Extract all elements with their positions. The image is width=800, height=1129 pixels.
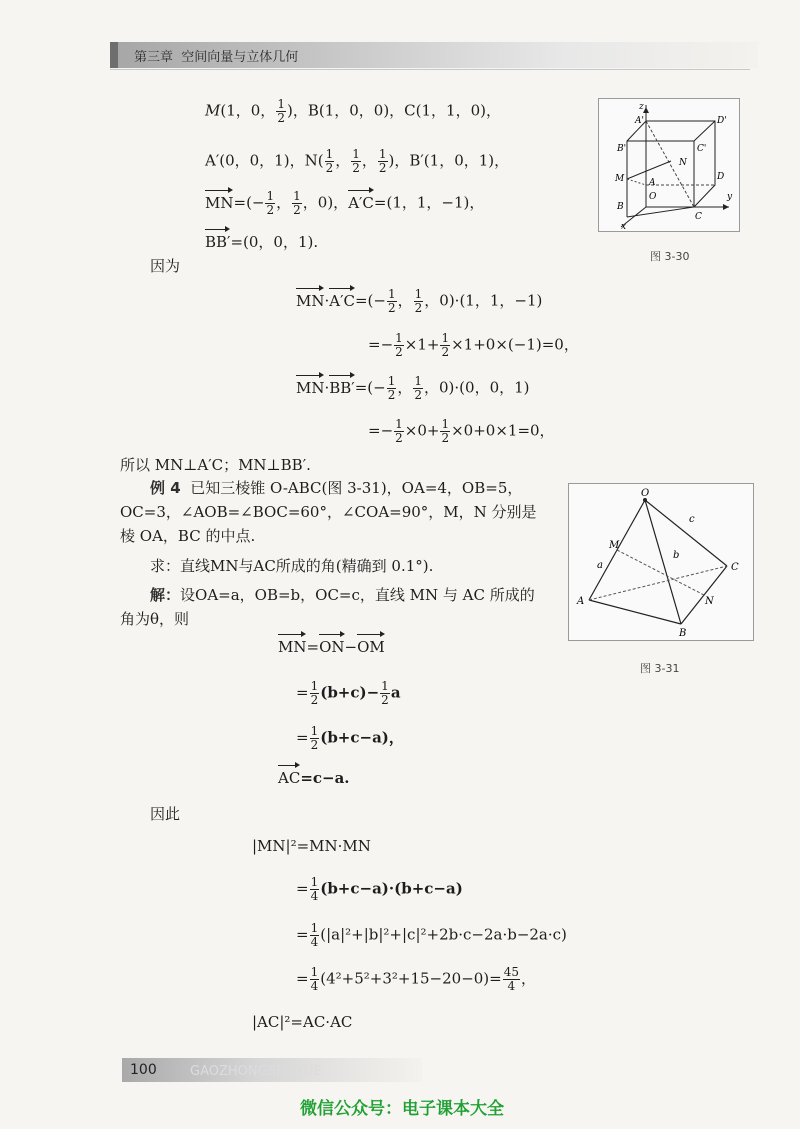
coord-line-1: M(1，0， $\frac{1}{2}$ )，B(1，0，0)，C(1，1，0)， xyxy=(205,97,501,125)
dot2-line2: =− $\frac{1}{2}$ ×0+ $\frac{1}{2}$ ×0+0×1=0， xyxy=(368,417,555,445)
chapter-number: 第三章 xyxy=(134,50,174,65)
label-y: y xyxy=(727,192,733,202)
example-4-line3: 棱 OA，BC 的中点. xyxy=(120,527,256,545)
label-A: A xyxy=(577,596,585,607)
label-z: z xyxy=(639,102,644,112)
derive-line4: AC=c−a. xyxy=(278,769,350,787)
chapter-title: 空间向量与立体几何 xyxy=(181,50,299,65)
label-m: M xyxy=(615,174,625,184)
wechat-watermark: 微信公众号：电子课本大全 xyxy=(300,1099,504,1119)
solution-line2: 角为θ，则 xyxy=(120,610,190,628)
norm-line3: = $\frac{1}{4}$ (|a|²+|b|²+|c|²+2b·c−2a·b−2a·c) xyxy=(296,921,567,949)
label-b: B xyxy=(617,202,624,212)
dot1-line2: =− $\frac{1}{2}$ ×1+ $\frac{1}{2}$ ×1+0×(−1)=0， xyxy=(368,331,579,359)
label-c: C xyxy=(695,212,702,222)
figure-3-31 xyxy=(568,483,754,641)
label-a: A xyxy=(649,178,656,188)
label-O: O xyxy=(641,488,650,499)
label-vec-c: c xyxy=(689,514,695,525)
label-d1: D' xyxy=(717,116,727,126)
label-C: C xyxy=(731,562,739,573)
label-a1: A' xyxy=(635,116,644,126)
figure-3-31-caption: 图 3-31 xyxy=(640,662,680,675)
example-4-line1: 例 4 已知三棱锥 O-ABC(图 3-31)，OA=4，OB=5， xyxy=(150,479,523,497)
norm-line4: = $\frac{1}{4}$ (4²+5²+3²+15−20−0)= $\frac{45}{4}$ ， xyxy=(296,965,537,993)
solution-line1: 解：设OA=a，OB=b，OC=c，直线 MN 与 AC 所成的 xyxy=(150,586,535,604)
therefore-label: 因此 xyxy=(150,805,181,823)
figure-3-30-caption: 图 3-30 xyxy=(650,250,690,263)
dot1-line1: MN·A′C=(− $\frac{1}{2}$ ， $\frac{1}{2}$ ，0)·(1，1，−1) xyxy=(296,287,543,315)
label-o: O xyxy=(649,192,657,202)
label-vec-b: b xyxy=(673,550,680,561)
label-b1: B' xyxy=(617,144,627,154)
because-label: 因为 xyxy=(150,257,181,275)
coord-line-2: A′(0，0，1)，N( $\frac{1}{2}$ ， $\frac{1}{2}$ ， $\frac{1}{2}$ )，B′(1，0，1)， xyxy=(205,147,510,175)
derive-line3: = $\frac{1}{2}$ (b+c−a)， xyxy=(296,724,404,752)
label-n: N xyxy=(679,158,687,168)
coord-line-4: BB′=(0，0，1). xyxy=(205,233,319,251)
label-M: M xyxy=(609,540,620,551)
figure-3-30 xyxy=(598,98,740,232)
example-4-line2: OC=3，∠AOB=∠BOC=60°，∠COA=90°，M，N 分别是 xyxy=(120,503,537,521)
example-4-question: 求：直线MN与AC所成的角(精确到 0.1°). xyxy=(150,557,434,575)
label-N: N xyxy=(705,596,714,607)
chapter-header xyxy=(134,46,298,65)
norm-line5: |AC|²=AC·AC xyxy=(252,1013,353,1031)
derive-line1: MN=ON−OM xyxy=(278,638,385,656)
coord-line-3: MN=(− $\frac{1}{2}$ ， $\frac{1}{2}$ ，0)，A′C=(1，1，−1)， xyxy=(205,189,485,217)
label-B: B xyxy=(679,628,687,639)
page-number: 100 xyxy=(130,1062,157,1078)
series-name: GAOZHONGSHUXUE xyxy=(190,1064,322,1079)
label-c1: C' xyxy=(697,144,707,154)
perpendicular-conclusion: 所以 MN⊥A′C；MN⊥BB′. xyxy=(120,456,311,474)
derive-line2: = $\frac{1}{2}$ (b+c)− $\frac{1}{2}$ a xyxy=(296,679,401,707)
label-x: x xyxy=(621,222,627,231)
label-vec-a: a xyxy=(597,560,603,571)
norm-line2: = $\frac{1}{4}$ (b+c−a)·(b+c−a) xyxy=(296,875,463,903)
header-rule xyxy=(110,69,750,70)
dot2-line1: MN·BB′=(− $\frac{1}{2}$ ， $\frac{1}{2}$ ，0)·(0，0，1) xyxy=(296,374,530,402)
norm-line1: |MN|²=MN·MN xyxy=(252,837,371,855)
label-d: D xyxy=(717,172,725,182)
